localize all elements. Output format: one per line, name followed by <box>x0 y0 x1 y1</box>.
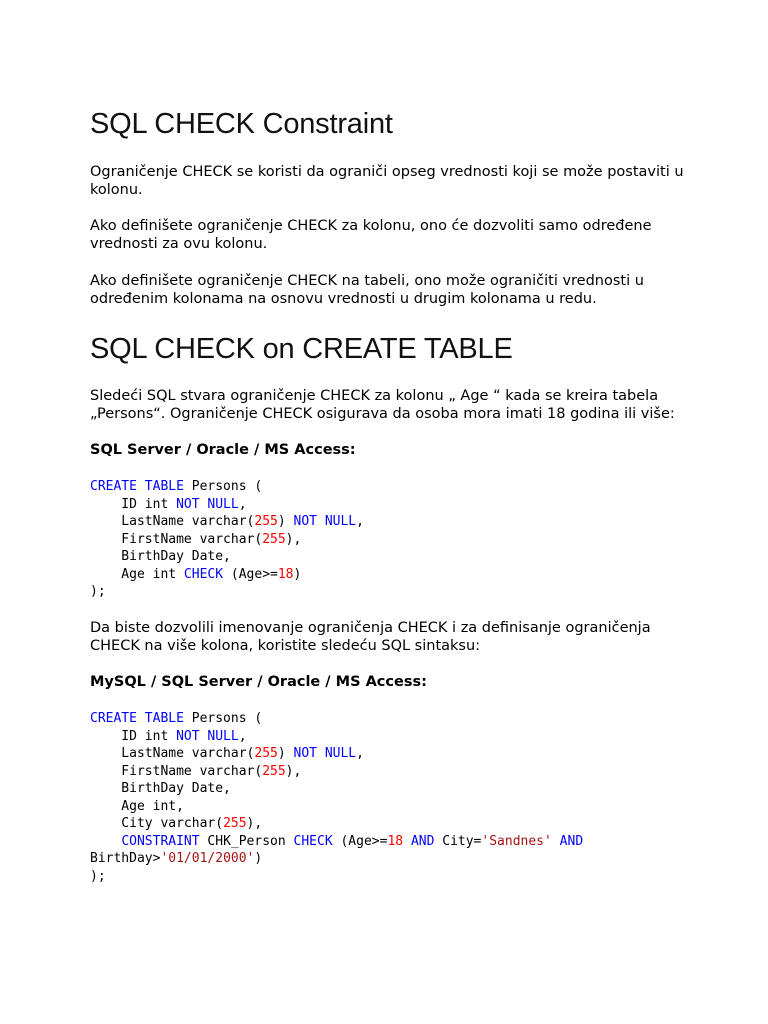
code-text: BirthDay> <box>90 851 161 866</box>
code-line <box>90 781 231 796</box>
code-text: , <box>238 496 247 512</box>
code-keyword: CONSTRAINT <box>121 833 200 849</box>
code-keyword: AND <box>559 833 584 849</box>
code-number: 255 <box>254 746 278 761</box>
named-constraint-paragraph: Da biste dozvolili imenovanje ograničenja CHECK i za definisanje ograničenja CHECK na više kolona, koristite sledeću SQL sintaksu: <box>90 620 651 654</box>
code-line <box>90 532 301 547</box>
code-block-simple-check <box>90 478 364 601</box>
code-line <box>90 567 301 582</box>
code-line <box>90 584 106 599</box>
code-number: 255 <box>262 763 286 779</box>
table-check-paragraph: Ako definišete ograničenje CHECK na tabeli, ono može ograničiti vrednosti u određenim kolonama na osnovu vrednosti u drugim kolonama u redu. <box>90 273 644 307</box>
code-text: CHK_Person <box>199 833 294 849</box>
code-text: ); <box>90 584 106 599</box>
code-keyword: CREATE TABLE <box>90 711 184 726</box>
code-number: 255 <box>223 816 247 831</box>
code-text: ); <box>90 868 106 884</box>
code-text: ID int <box>90 728 177 744</box>
code-line <box>90 497 247 512</box>
code-string: 'Sandnes' <box>481 833 552 849</box>
subheading-mysql: MySQL / SQL Server / Oracle / MS Access: <box>90 674 427 690</box>
code-keyword: CREATE TABLE <box>90 479 184 494</box>
code-text: ) <box>254 851 263 866</box>
create-table-paragraph: Sledeći SQL stvara ograničenje CHECK za kolonu „ Age “ kada se kreira tabela „Persons“. Ograničenje CHECK osigurava da osoba mora imati 18 godina ili više: <box>90 388 675 422</box>
code-line <box>90 479 262 494</box>
code-text: ), <box>285 763 302 779</box>
code-line <box>90 816 262 831</box>
column-check-paragraph: Ako definišete ograničenje CHECK za kolonu, ono će dozvoliti samo određene vrednosti za ovu kolonu. <box>90 218 652 252</box>
code-text: ID int <box>90 496 177 512</box>
code-text: Age int <box>90 566 184 582</box>
code-string: '01/01/2000' <box>160 851 255 866</box>
code-text: ) <box>293 566 302 582</box>
code-text: City varchar( <box>90 816 224 831</box>
code-keyword: CHECK <box>183 566 224 582</box>
code-text: , <box>356 746 364 761</box>
code-line <box>90 711 262 726</box>
code-keyword: NOT NULL <box>293 514 357 529</box>
code-number: 18 <box>387 833 404 849</box>
code-text: Persons ( <box>183 479 263 494</box>
code-line <box>90 514 364 529</box>
code-text: , <box>356 514 364 529</box>
code-text: FirstName varchar( <box>90 763 263 779</box>
code-keyword: AND <box>410 833 435 849</box>
code-number: 18 <box>277 566 294 582</box>
code-text: , <box>238 728 247 744</box>
code-text <box>90 834 121 849</box>
section-heading-create-table: SQL CHECK on CREATE TABLE <box>90 333 513 365</box>
code-keyword: NOT NULL <box>176 728 239 744</box>
subheading-sql-server: SQL Server / Oracle / MS Access: <box>90 442 356 458</box>
page-title: SQL CHECK Constraint <box>90 108 393 140</box>
code-keyword: CHECK <box>293 833 333 849</box>
code-line <box>90 851 262 866</box>
intro-paragraph: Ograničenje CHECK se koristi da ograniči opseg vrednosti koji se može postaviti u kolonu. <box>90 164 684 198</box>
code-text: FirstName varchar( <box>90 531 263 547</box>
code-block-named-check <box>90 710 583 885</box>
code-text: (Age>= <box>332 833 388 849</box>
code-text: Age int, <box>90 798 184 814</box>
code-number: 255 <box>262 531 286 547</box>
code-text: City= <box>434 833 482 849</box>
code-line <box>90 549 231 564</box>
code-line <box>90 799 184 814</box>
code-line <box>90 764 301 779</box>
code-text: ) <box>277 746 294 761</box>
code-text: ), <box>285 531 302 547</box>
code-text: BirthDay Date, <box>90 781 231 796</box>
code-line <box>90 869 106 884</box>
code-text <box>403 834 411 849</box>
code-text: Persons ( <box>183 711 263 726</box>
code-text: (Age>= <box>223 566 278 582</box>
code-text: ) <box>277 514 294 529</box>
code-text: LastName varchar( <box>90 746 255 761</box>
code-line <box>90 746 364 761</box>
code-text: BirthDay Date, <box>90 549 231 564</box>
code-line <box>90 834 583 849</box>
code-text: LastName varchar( <box>90 514 255 529</box>
code-line <box>90 729 247 744</box>
code-text <box>552 834 560 849</box>
code-keyword: NOT NULL <box>176 496 239 512</box>
code-number: 255 <box>254 514 278 529</box>
code-keyword: NOT NULL <box>293 746 357 761</box>
code-text: ), <box>246 816 263 831</box>
